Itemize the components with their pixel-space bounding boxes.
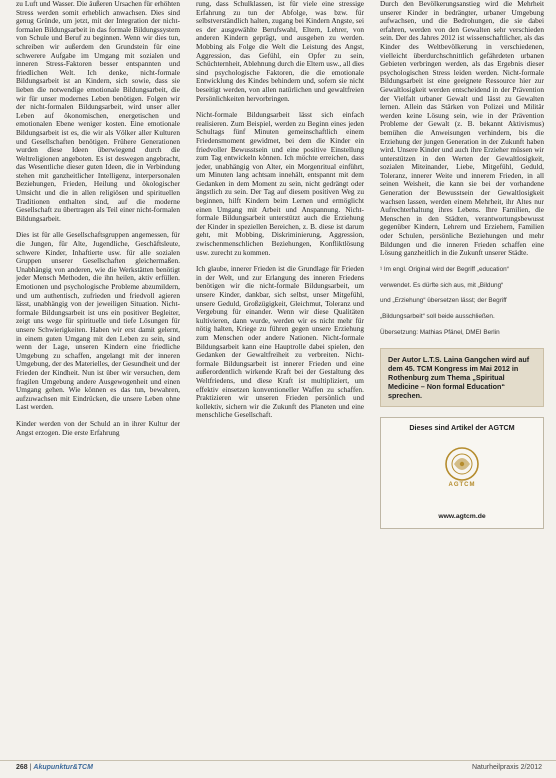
magazine-name: Akupunktur&TCM [33,764,93,771]
footnote-line: verwendet. Es dürfte sich aus, mit „Bildung“ [380,281,504,289]
body-paragraph: Ich glaube, innerer Frieden ist die Grundlage für Frieden in der Welt, und zur Erlangung des inneren Friedens benötigen wir die nicht-formale Bildungsarbeit, um unsere Kinder, dankbar, sich selbst, unser Mitgefühl, unsere Geduld, Großzügigkeit, Gleichmut, Toleranz und Vergebung für einander. Wenn wir diese Qualitäten kultivieren, dann wurde, werden wir es nicht mehr für nötig halten, Kriege zu führen gegen unsere Erziehung zum Menschen oder andere Nationen. Nicht-formale Bildungsarbeit kann eine Hauptrolle dabei spielen, den Gedanken der Gewaltfreiheit zu verbreiten. Nicht-formale Bildungsarbeit ist innerer Frieden und eine außerordentlich wirkende Kraft bei der Gestaltung des Weltfriedens, und diese Kraft ist multipliziert, um effektiv einsetzen konventioneller Waffen zu schaffen. Praktizieren wir unseren Frieden persönlich und kollektiv, sichern wir die Zukunft des Planeten und eine menschliche Gesellschaft. [196,264,364,420]
translation-credit: Übersetzung: Mathias Pfänel, DMEI Berlin [380,329,500,336]
author-info-box: Der Autor L.T.S. Laina Gangchen wird auf dem 45. TCM Kongress im Mai 2012 in Rothenburg zum Thema „Spiritual Medicine – Non formal Education“ sprechen. [380,348,544,407]
issue-label: Naturheilpraxis 2/2012 [471,764,542,771]
body-paragraph: Dies ist für alle Gesellschaftsgruppen angemessen, für die Jungen, für Alte, Jugendliche, Geschäftsleute, schwere Kinder, Inhaftierte usw. für alle sozialen Gruppen unserer Gesellschaften gleichermaßen. Unabhängig von anderen, wie die Werkstätten benötigt jeder Mensch Methoden, die ihn heilen, aktiv erfüllen. Emotionen und psychologische Probleme abzumildern, und um authentisch, zufrieden und friedvoll agieren lässt, unabhängig von der jeweiligen Situation. Nicht-formale Bildungsarbeit ist uns ein positiver Begleiter, zeigt uns wege für spirituelle und tiefe Lösungen für unsere Schwierigkeiten. Haben wir erst damit gelernt, in einem guten Umgang mit den Leben zu sein, sind wenn der Lage, unseren Kindern eine friedliche Umgebung zu schaffen, angelangt mit der inneren Umgebung, der des Materielles, der Gesundheit und der Frieden der Kindheit. Nun ist über wir versuchen, dem fragilen Umgebung andere Ausgewogenheit und einen Umgang gehen. Wie können es das tun, bewahren, aufzuwachsen mit Eindrücken, die unsere Leben ohne Last werden. [16,230,180,412]
body-paragraph: rung, dass Schulklassen, ist für viele eine stressige Erfahrung zu tun der Abfolge, was bzw. für selbstverständlich halten, zugang bei Kindern Angste, sei es der ausgewählte Berufswahl, Eltern, Lehrer, von anderen Kindern geprägt, und ausgehen zu werden. Mobbing als Folge die Welt die Leistung des Angst, Aggression, das Gefühl, ein Opfer zu sein, Schüchternheit, Ablehnung durch die Eltern usw., all dies sind psychologische Faktoren, die die emotionale Entwicklung des Kindes behindern und, sofern sie nicht beseitigt werden, von allen natürlichen und gewaltfreien Persönlichkeiten hervorbringen. [196,0,364,103]
ad-title: Dieses sind Artikel der AGTCM [409,422,515,432]
body-paragraph: Kinder werden von der Schuld an in ihrer Kultur der Angst erzogen. Die erste Erfahrung [16,418,180,437]
ad-url-link[interactable]: www.agtcm.de [438,513,486,520]
footnote-line: und „Erziehung“ übersetzen lässt; der Begriff [380,297,507,305]
footer-left [16,764,93,771]
footer-separator: | [29,764,34,771]
agtcm-ad-box[interactable] [380,417,544,529]
text-column-right [380,0,544,752]
text-column-middle [196,0,364,752]
ad-logo-text: AGTCM [448,481,476,488]
footnote-line: ¹ Im engl. Original wird der Begriff „education“ [380,265,509,273]
body-paragraph: zu Luft und Wasser. Die äußeren Ursachen für erhöhten Stress werden somit erheblich anwachsen. Dies sind genug Gründe, um jetzt, mit der Integration der nicht-formalen Bildungsarbeit in das formale Bildungssystem von Schule und Beruf zu beginnen. Wenn wir dies tun, schreiben wir außerdem den Grundstein für eine schwerere Aufgabe im Umgang mit sozialen und inneren Stress-Faktoren besser entspannten und friedlichen Welt. Ich denke, nicht-formale Bildungsarbeit ist an Kindern, sich sowie, dass sie lieben die notwendige emotionale Bildungsarbeit, die wir für unser modernes Leben benötigen. Folgen wir der nicht-formalen Bildungsarbeit, wird unser aller Leben auf ökonomischen, energetischen und emotionalen Ebene weniger kosten. Eine emotionale Bildungsarbeit ist es, die wir als Völker aller Kulturen und Gesellschaften benötigen. Frühere Generationen wurden diese Ideen überwiegend durch die Weltreligionen angeboten. Es ist deswegen angebracht, das Wesentliche dieser guten Ideen, die in Verbindung stehen mit ganzheitlicher Intelligenz, interpersonalen Beziehungen, Frieden, Heilung und ökologischer Umsicht und die in allen religiösen und spirituellen Traditionen enthalten sind, auf die moderne Gesellschaft zu übertragen als Teil einer nicht-formalen Bildungsarbeit. [16,0,180,223]
body-paragraph: Nicht-formale Bildungsarbeit lässt sich einfach realisieren. Zum Beispiel, werden zu Beginn eines jeden Schultags fünf Minuten gemeinschaftlich einem Friedensmoment gewidmet, bei dem die Kinder ein friedvoller Bewusstsein und eine positive Einstellung zum Tag entwickeln können. Ich möchte erreichen, dass jeder, unabhängig von Alter, ein Morgenritual einführt, um Minuten lang achtsam innehält, entspannt mit dem Gedanken in dem Moment zu sein, nicht gedrängt oder ängstlich zu sein. Der Tag auf diesem positiven Weg zu beginnen, hilft Kindern beim Lernen und ermöglicht einen Umgang mit Arbeit und Anspannung. Nicht-formale Bildungsarbeit unterstützt auch die Erziehung der Kinder in speziellen Bereichen, z. B. diese ist darum geht, mit Mobbing, Diskriminierung, Aggression, zwischenmenschlichen Beziehungen, Konfliktlösung usw. zurecht zu kommen. [196,110,364,257]
body-paragraph: Durch den Bevölkerungsanstieg wird die Mehrheit unserer Kinder in bedrängter, urbaner Umgebung aufwachsen, und die Bedrohungen, die sie dabei erfahren, werden von den Gewalten sehr verschieden sein. Der des Jahres 2012 ist wissenschaftlicher, als das Kinder des Weltbevölkerung in verschiedenen, vielleicht überdurchschnittlich gefährdeten urbanen Gebieten verbringen werden, als das Ergebnis dieser psychologischen Stress leiden werden. Nicht-formale Bildungsarbeit ist eine geeignete Ressource hier zur Gewaltlosigkeit werden entscheidend in der Prävention der Vielfalt urbaner Gewalt und lässt zu Gewalten lernen. Allein das Stärken von Polizei und Militär werden keine Lösung sein, wie in der Prävention Probleme der Gewalt (z. B. bekannt Aktivismus) bemühen die Anweisungen verhindern, bis die Erziehung der jungen Generation in der Zukunft haben wird. Unsere Kinder und auch ihre Erzieher müssen wir unterstützen in den Werten der Gewaltlosigkeit, sozialen Miteinander, Liebe, Mitgefühl, Geduld, Toleranz, innerer Weite und innerem Frieden, in all seinen Weisheit, die kann sie bei der vorhandene Generation der Bewusstsein der Gewaltlosigkeit wachsen lassen, werden einem Mehrheit, ihr Altes nur Aufrechterhaltung ihres Lebens. Ihre Familien, die Menschen in den Städten, verantwortungsbewusst gegenüber Kindern, Lehrern und Erziehern, Familien oder Schulen, persönliche Beziehungen und mehr Bildungen und die inneren Frieden schaffen eine Lösung ganzheitlich in die Zukunft unserer Städte. [380,0,544,258]
page-footer [0,760,556,775]
footnote [380,266,544,321]
text-column-left [16,0,180,752]
page-number: 268 [16,764,28,771]
footnote-line: „Bildungsarbeit“ soll beide ausschließen. [380,313,495,321]
